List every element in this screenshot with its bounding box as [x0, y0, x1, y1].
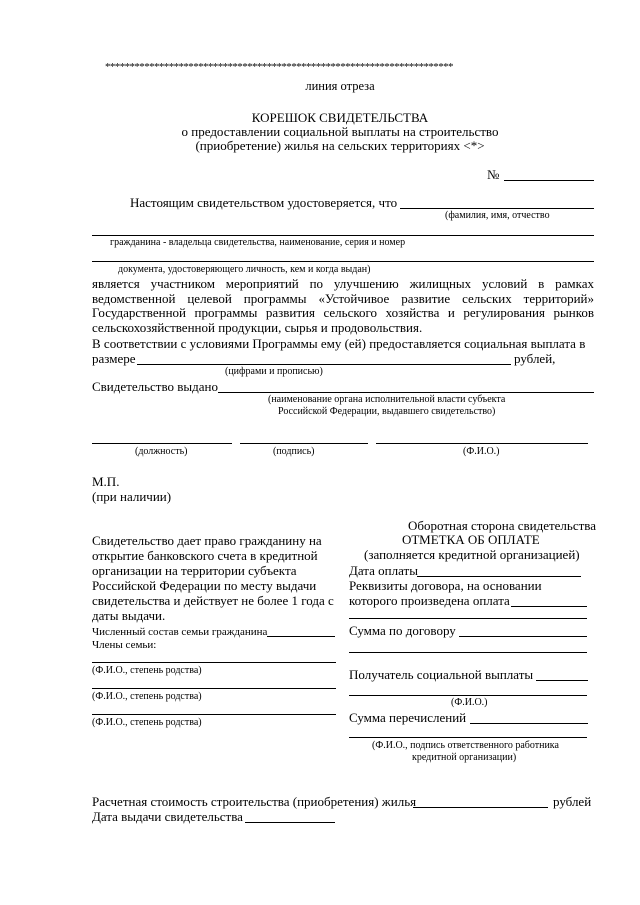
hint-authority-2: Российской Федерации, выдавшего свидетельство) — [278, 406, 496, 417]
contract-sum-line-2 — [349, 652, 587, 653]
family-members-label: Члены семьи: — [92, 639, 157, 651]
signature-line — [240, 443, 368, 444]
contract-sum-label: Сумма по договору — [349, 623, 456, 638]
stamp-note: (при наличии) — [92, 489, 172, 504]
family-line-2 — [92, 688, 336, 689]
family-count-line — [267, 636, 335, 637]
cut-stars: *********************************************************************** — [105, 61, 453, 73]
document-subtitle-1: о предоставлении социальной выплаты на строительство — [181, 124, 499, 139]
amount-line — [137, 364, 511, 365]
issue-date-label: Дата выдачи свидетельства — [92, 809, 243, 824]
recipient-hint: (Ф.И.О.) — [451, 697, 488, 708]
recipient-label: Получатель социальной выплаты — [349, 667, 534, 682]
estimated-cost-label: Расчетная стоимость строительства (приобретения) жилья — [92, 794, 417, 809]
document-line — [92, 261, 594, 262]
hint-position: (должность) — [135, 446, 188, 457]
cut-line-label: линия отреза — [305, 79, 375, 93]
fio-line — [400, 208, 594, 209]
bank-worker-hint-2: кредитной организации) — [412, 752, 517, 763]
contract-details-2: которого произведена оплата — [349, 593, 510, 608]
relation-hint-2: (Ф.И.О., степень родства) — [92, 691, 202, 702]
family-line-1 — [92, 662, 336, 663]
citizen-line — [92, 235, 594, 236]
hint-fio: (фамилия, имя, отчество — [445, 210, 550, 221]
accordance-line: В соответствии с условиями Программы ему (ей) предоставляется социальная выплата в — [92, 336, 586, 351]
transfer-sum-label: Сумма перечислений — [349, 710, 467, 725]
contract-sum-line — [459, 636, 587, 637]
payment-date-line — [417, 576, 581, 577]
payment-mark-title: ОТМЕТКА ОБ ОПЛАТЕ — [402, 532, 540, 547]
rights-text: Свидетельство дает право гражданину на открытие банковского счета в кредитной организации на территории субъекта Российской Федерации по месту выдачи свидетельства и действует не более 1 года с даты выдачи. — [92, 533, 334, 623]
issued-label: Свидетельство выдано — [92, 379, 218, 394]
hint-sign-fio: (Ф.И.О.) — [463, 446, 500, 457]
relation-hint-1: (Ф.И.О., степень родства) — [92, 665, 202, 676]
hint-document: документа, удостоверяющего личность, кем и когда выдан) — [118, 264, 371, 275]
position-line — [92, 443, 232, 444]
document-subtitle-2: (приобретение) жилья на сельских территориях <*> — [195, 138, 485, 153]
transfer-sum-line — [470, 723, 588, 724]
issued-line — [218, 392, 594, 393]
stamp-place: М.П. — [92, 474, 120, 489]
recipient-line — [536, 680, 588, 681]
reverse-side-title: Оборотная сторона свидетельства — [408, 518, 597, 533]
amount-suffix: рублей, — [514, 351, 556, 366]
family-line-3 — [92, 714, 336, 715]
amount-prefix: размере — [92, 351, 136, 366]
family-count-label: Численный состав семьи гражданина — [92, 626, 268, 638]
number-label: № — [487, 167, 500, 182]
recipient-line-2 — [349, 695, 587, 696]
fio-sign-line — [376, 443, 588, 444]
bank-worker-line — [349, 737, 587, 738]
certify-text: Настоящим свидетельством удостоверяется, что — [130, 195, 398, 210]
hint-amount: (цифрами и прописью) — [225, 366, 323, 377]
document-title: КОРЕШОК СВИДЕТЕЛЬСТВА — [251, 110, 429, 125]
contract-details-line — [511, 606, 587, 607]
contract-extra-line — [349, 618, 587, 619]
estimated-cost-line — [413, 807, 548, 808]
issue-date-line — [245, 822, 335, 823]
estimated-cost-unit: рублей — [553, 794, 592, 809]
bank-worker-hint-1: (Ф.И.О., подпись ответственного работника — [372, 740, 559, 751]
hint-signature: (подпись) — [273, 446, 315, 457]
hint-authority-1: (наименование органа исполнительной власти субъекта — [268, 394, 506, 405]
contract-details-1: Реквизиты договора, на основании — [349, 578, 542, 593]
participant-text: является участником мероприятий по улучшению жилищных условий в рамках ведомственной целевой программы «Устойчивое развитие сельских территорий» Государственной программы развития сельского хозяйства и регулирования рынков сельскохозяйственной продукции, сырья и продовольствия. — [92, 276, 594, 335]
payment-date-label: Дата оплаты — [349, 563, 418, 578]
hint-citizen: гражданина - владельца свидетельства, наименование, серия и номер — [110, 237, 406, 248]
bank-fill-note: (заполняется кредитной организацией) — [364, 547, 580, 562]
relation-hint-3: (Ф.И.О., степень родства) — [92, 717, 202, 728]
number-field-line — [504, 180, 594, 181]
